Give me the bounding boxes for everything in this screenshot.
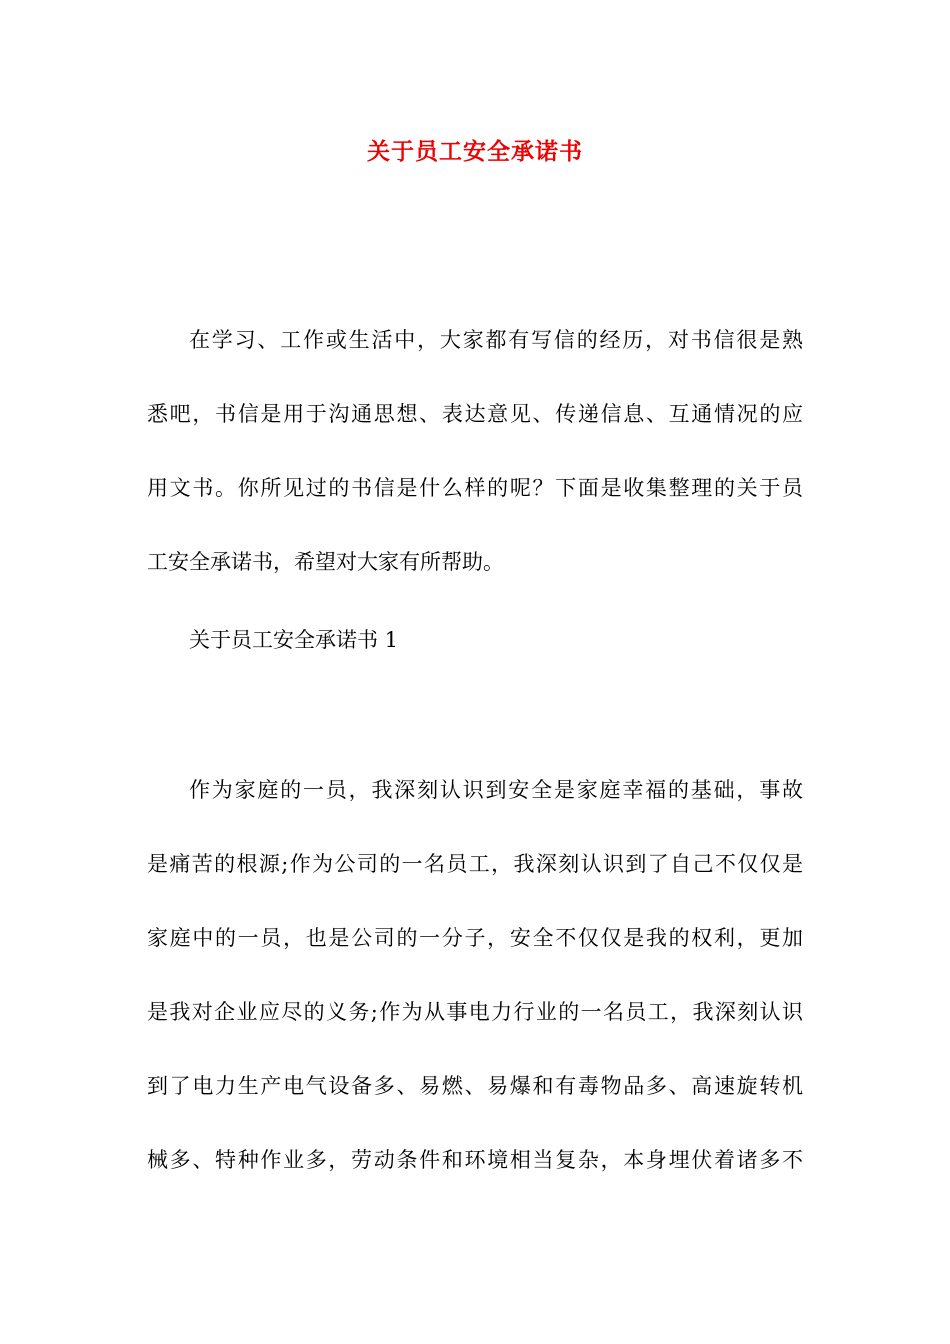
body-line-6: 械多、特种作业多，劳动条件和环境相当复杂，本身埋伏着诸多不: [147, 1148, 803, 1172]
body-line-3: 家庭中的一员，也是公司的一分子，安全不仅仅是我的权利，更加: [147, 926, 803, 950]
section-heading: 关于员工安全承诺书 1: [189, 628, 399, 652]
document-title: 关于员工安全承诺书: [367, 138, 583, 165]
body-line-1: 作为家庭的一员，我深刻认识到安全是家庭幸福的基础，事故: [189, 778, 803, 802]
intro-line-2: 悉吧，书信是用于沟通思想、表达意见、传递信息、互通情况的应: [147, 402, 803, 426]
intro-line-1: 在学习、工作或生活中，大家都有写信的经历，对书信很是熟: [189, 328, 803, 352]
body-line-5: 到了电力生产电气设备多、易燃、易爆和有毒物品多、高速旋转机: [147, 1074, 803, 1098]
body-line-2: 是痛苦的根源;作为公司的一名员工，我深刻认识到了自己不仅仅是: [147, 852, 803, 876]
body-line-4: 是我对企业应尽的义务;作为从事电力行业的一名员工，我深刻认识: [147, 1000, 803, 1024]
intro-line-4: 工安全承诺书，希望对大家有所帮助。: [147, 550, 504, 574]
intro-line-3: 用文书。你所见过的书信是什么样的呢？下面是收集整理的关于员: [147, 476, 803, 500]
